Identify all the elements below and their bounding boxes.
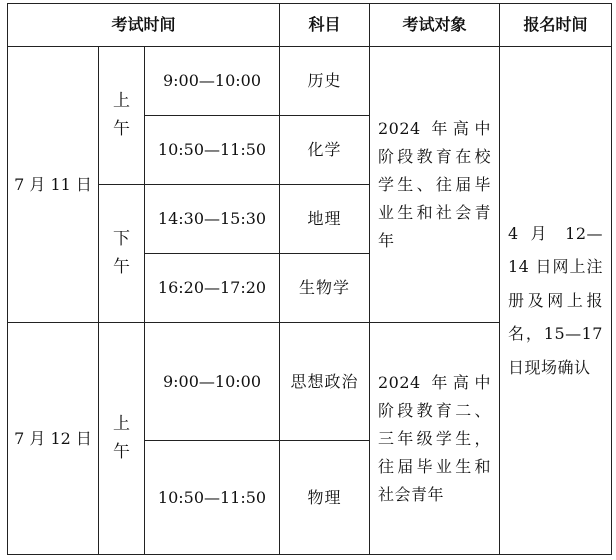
header-target: 考试对象	[370, 4, 500, 47]
session-subject: 化学	[280, 116, 370, 185]
half-day-cell: 上午	[99, 323, 145, 555]
table-row	[8, 47, 612, 116]
date-cell: 7 月 12 日	[8, 323, 99, 555]
header-registration-time: 报名时间	[500, 4, 612, 47]
half-day-cell: 上午	[99, 47, 145, 185]
session-time: 9:00—10:00	[145, 323, 280, 441]
registration-cell: 4 月 12—14 日网上注册及网上报名，15—17 日现场确认	[500, 47, 612, 555]
session-time: 16:20—17:20	[145, 254, 280, 323]
session-subject: 思想政治	[280, 323, 370, 441]
session-subject: 生物学	[280, 254, 370, 323]
session-time: 9:00—10:00	[145, 47, 280, 116]
session-subject: 物理	[280, 441, 370, 555]
session-time: 14:30—15:30	[145, 185, 280, 254]
header-exam-time: 考试时间	[8, 4, 280, 47]
session-subject: 地理	[280, 185, 370, 254]
date-cell: 7 月 11 日	[8, 47, 99, 323]
header-row	[8, 4, 612, 47]
session-time: 10:50—11:50	[145, 116, 280, 185]
target-cell: 2024 年高中阶段教育二、三年级学生，往届毕业生和社会青年	[370, 323, 500, 555]
session-time: 10:50—11:50	[145, 441, 280, 555]
target-cell: 2024 年高中阶段教育在校学生、往届毕业生和社会青年	[370, 47, 500, 323]
header-subject: 科目	[280, 4, 370, 47]
half-day-cell: 下午	[99, 185, 145, 323]
exam-schedule-table	[7, 3, 612, 555]
session-subject: 历史	[280, 47, 370, 116]
